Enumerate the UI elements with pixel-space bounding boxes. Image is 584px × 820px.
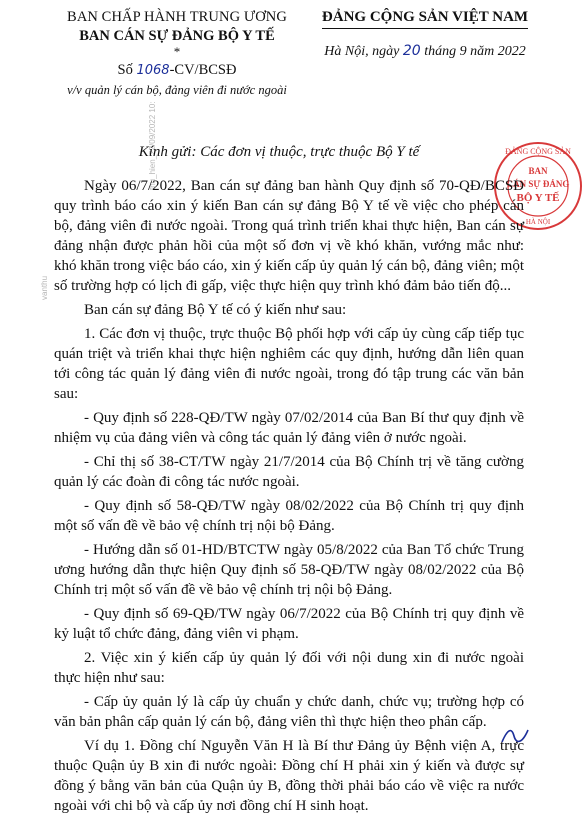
paragraph: 1. Các đơn vị thuộc, trực thuộc Bộ phối hợp với cấp ủy cùng cấp tiếp tục quán triệt và triển khai thực hiện nghiêm các quy định, hướng dẫn liên quan tới công tác quản lý đảng viên đi nước ngoài, trong đó tập trung các văn bản sau:: [54, 326, 524, 402]
doc-number-handwritten: 1068: [136, 63, 170, 78]
document-date: [300, 43, 550, 60]
org-line-1: BAN CHẤP HÀNH TRUNG ƯƠNG: [67, 9, 287, 25]
issuing-agency-block: [52, 8, 302, 99]
initial-mark: [498, 722, 532, 748]
paragraph: - Hướng dẫn số 01-HD/BTCTW ngày 05/8/2022 của Ban Tổ chức Trung ương hướng dẫn thực hiện Quy định số 58-QĐ/TW ngày 08/02/2022 của Bộ Chính trị một số vấn đề về bảo vệ chính trị nội bộ Đảng.: [54, 542, 524, 598]
stamp-text-bottom: HÀ NỘI: [525, 218, 551, 226]
stamp-text-mid2: CÁN SỰ ĐẢNG: [506, 179, 570, 189]
paragraph: - Cấp ủy quản lý là cấp ủy chuẩn y chức danh, chức vụ; trường hợp có văn bản phân cấp quản lý cán bộ, đảng viên thì thực hiện theo phân cấp.: [54, 694, 524, 730]
recipient-line: Kính gửi: Các đơn vị thuộc, trực thuộc Bộ Y tế: [138, 144, 420, 160]
org-line-2: BAN CÁN SỰ ĐẢNG BỘ Y TẾ: [79, 28, 275, 44]
party-header-block: [300, 8, 550, 60]
doc-suffix: -CV/BCSĐ: [169, 62, 237, 78]
document-number: [52, 60, 302, 81]
paragraph: Ví dụ 1. Đồng chí Nguyễn Văn H là Bí thư Đảng ủy Bệnh viện A, trực thuộc Quận ủy B xin đi nước ngoài: Đồng chí H phải xin ý kiến và được sự đồng ý bằng văn bản của Quận ủy B, đồng thời phải báo cáo về việc ra nước ngoài với chi bộ và cấp ủy nơi đồng chí H sinh hoạt.: [54, 738, 524, 814]
document-subject: v/v quản lý cán bộ, đảng viên đi nước ngoài: [67, 83, 287, 97]
stamp-text-mid3: BỘ Y TẾ: [516, 192, 560, 204]
paragraph: - Chỉ thị số 38-CT/TW ngày 21/7/2014 của Bộ Chính trị về tăng cường quản lý các đoàn đi công tác nước ngoài.: [54, 454, 524, 490]
doc-prefix: Số: [117, 62, 137, 78]
date-prefix: Hà Nội, ngày: [324, 44, 403, 59]
star-separator: *: [173, 44, 181, 59]
paragraph: - Quy định số 228-QĐ/TW ngày 07/02/2014 của Ban Bí thư quy định về nhiệm vụ của đảng viên và công tác quản lý đảng viên ở nước ngoài.: [54, 410, 524, 446]
paragraph: - Quy định số 58-QĐ/TW ngày 08/02/2022 của Bộ Chính trị quy định một số vấn đề về bảo vệ chính trị nội bộ Đảng.: [54, 498, 524, 534]
party-name: ĐẢNG CỘNG SẢN VIỆT NAM: [322, 8, 528, 29]
paragraph: Ban cán sự đảng Bộ Y tế có ý kiến như sau:: [84, 302, 347, 318]
paragraph: - Quy định số 69-QĐ/TW ngày 06/7/2022 của Bộ Chính trị quy định về kỷ luật tổ chức đảng, đảng viên vi phạm.: [54, 606, 524, 642]
date-day-handwritten: 20: [402, 43, 421, 59]
paragraph: 2. Việc xin ý kiến cấp ủy quản lý đối với nội dung xin đi nước ngoài thực hiện như sau:: [54, 650, 524, 686]
document-body: [54, 176, 524, 820]
watermark-text: thu_hien_22/09/2022 10:: [148, 101, 157, 190]
paragraph: Ngày 06/7/2022, Ban cán sự đảng ban hành Quy định số 70-QĐ/BCSĐ quy trình báo cáo xin ý kiến Ban cán sự đảng Bộ Y tế về việc cho phép cán bộ, đảng viên đi nước ngoài. Trong quá trình triển khai thực hiện, Ban cán sự đảng nhận được phản hồi của một số đơn vị về khó khăn, vướng mắc như: khó khăn trong việc báo cáo, xin ý kiến cấp ủy quản lý cán bộ, đảng viên; một số trường hợp có lịch đi gấp, việc thực hiện quy trình khó đảm bảo tiến độ...: [54, 178, 524, 294]
stamp-text-top: ĐẢNG CỘNG SẢN: [505, 147, 571, 156]
watermark-text-2: vanthu: [40, 275, 49, 300]
date-suffix: tháng 9 năm 2022: [420, 44, 526, 59]
stamp-text-mid1: BAN: [528, 166, 548, 176]
